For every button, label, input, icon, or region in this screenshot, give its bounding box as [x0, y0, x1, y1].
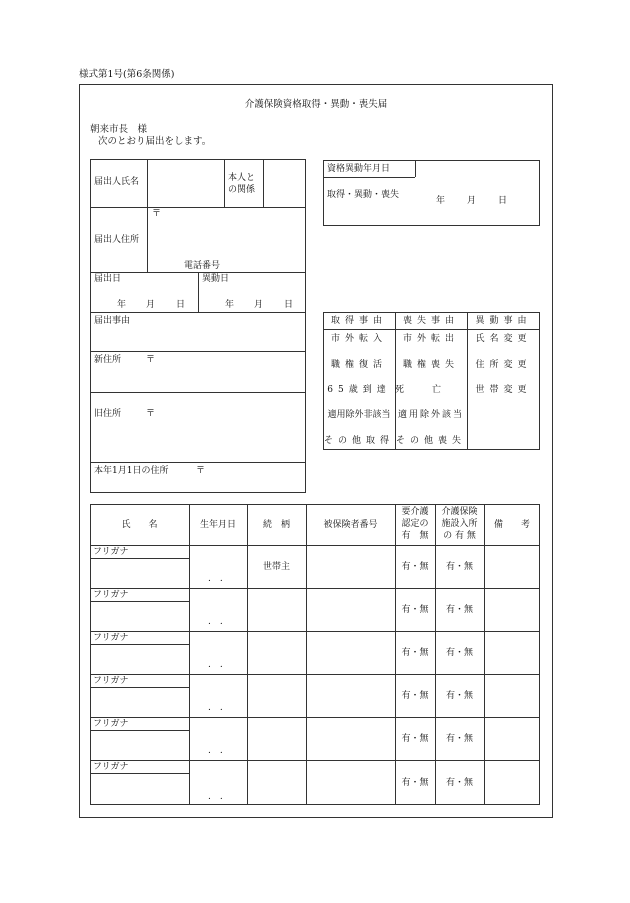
member-name-field[interactable] — [91, 688, 188, 716]
intro-text: 次のとおり届出をします。 — [98, 136, 212, 147]
furigana-label: フリガナ — [93, 762, 129, 772]
new-address-field[interactable] — [156, 353, 304, 390]
dob-separator: . . — [208, 660, 223, 670]
jan1-address-label: 本年1月1日の住所 — [94, 466, 169, 476]
change-date-label: 異動日 — [202, 274, 230, 284]
relation-label-2: の関係 — [228, 185, 256, 195]
loss-reason-item[interactable]: その他喪失 — [395, 436, 466, 446]
furigana-label: フリガナ — [93, 719, 129, 729]
member-name-field[interactable] — [91, 602, 188, 630]
furigana-label: フリガナ — [93, 633, 129, 643]
header-care-cert-3: 有 無 — [401, 531, 429, 541]
dob-separator: . . — [208, 792, 223, 802]
filing-day-unit: 日 — [176, 300, 186, 310]
facility-choice[interactable]: 有・無 — [445, 734, 473, 744]
status-month-unit: 月 — [467, 196, 477, 206]
dob-separator: . . — [208, 574, 223, 584]
header-facility-2: 施設入所 — [441, 519, 478, 529]
phone-label: 電話番号 — [184, 261, 221, 271]
relation-label-1: 本人と — [228, 173, 256, 183]
header-facility-3: の 有 無 — [443, 531, 476, 541]
change-reason-item[interactable]: 住所変更 — [475, 360, 532, 370]
header-remarks: 備 考 — [493, 520, 530, 530]
care-cert-choice[interactable]: 有・無 — [401, 648, 429, 658]
header-care-cert-2: 認定の — [401, 519, 429, 529]
facility-choice[interactable]: 有・無 — [445, 691, 473, 701]
change-header: 異動事由 — [475, 316, 532, 326]
header-insured-no: 被保険者番号 — [323, 520, 378, 530]
change-reason-item[interactable]: 氏名変更 — [475, 334, 532, 344]
addressee: 朝来市長 様 — [90, 124, 148, 135]
form-number: 様式第1号(第6条関係) — [79, 69, 175, 80]
filing-year-unit: 年 — [117, 300, 127, 310]
furigana-label: フリガナ — [93, 676, 129, 686]
dob-separator: . . — [208, 746, 223, 756]
acquire-reason-item[interactable]: 市外転入 — [330, 334, 387, 344]
new-postal-mark: 〒 — [146, 355, 156, 365]
care-cert-choice[interactable]: 有・無 — [401, 562, 429, 572]
dob-separator: . . — [208, 617, 223, 627]
header-dob: 生年月日 — [199, 520, 236, 530]
facility-choice[interactable]: 有・無 — [445, 562, 473, 572]
acquire-reason-item[interactable]: 65歳到達 — [327, 385, 391, 395]
furigana-label: フリガナ — [93, 547, 129, 557]
member-name-field[interactable] — [91, 645, 188, 673]
old-address-field[interactable] — [156, 394, 304, 460]
acquire-reason-item[interactable]: 職権復活 — [330, 360, 387, 370]
acquire-reason-item[interactable]: 適用除外非該当 — [327, 410, 391, 420]
jan1-postal-mark: 〒 — [196, 466, 206, 476]
acquire-reason-item[interactable]: その他取得 — [323, 436, 394, 446]
change-day-unit: 日 — [284, 300, 294, 310]
applicant-address-field[interactable] — [160, 209, 304, 249]
old-address-label: 旧住所 — [94, 409, 122, 419]
care-cert-choice[interactable]: 有・無 — [401, 605, 429, 615]
old-postal-mark: 〒 — [146, 409, 156, 419]
applicant-name-label: 届出人氏名 — [94, 177, 140, 187]
member-name-field[interactable] — [91, 559, 188, 587]
jan1-address-field[interactable] — [206, 464, 304, 491]
applicant-name-field[interactable] — [149, 162, 222, 205]
postal-mark: 〒 — [152, 209, 162, 219]
loss-reason-item[interactable]: 職権喪失 — [402, 360, 459, 370]
applicant-address-label: 届出人住所 — [94, 235, 140, 245]
relation-value: 世帯主 — [262, 562, 290, 572]
filing-date-label: 届出日 — [94, 274, 122, 284]
change-year-unit: 年 — [225, 300, 235, 310]
status-date-label: 取得・異動・喪失 — [327, 190, 400, 200]
facility-choice[interactable]: 有・無 — [445, 778, 473, 788]
form-title: 介護保険資格取得・異動・喪失届 — [244, 99, 388, 110]
dob-separator: . . — [208, 703, 223, 713]
change-reason-item[interactable]: 世帯変更 — [475, 385, 532, 395]
new-address-label: 新住所 — [94, 355, 122, 365]
furigana-label: フリガナ — [93, 590, 129, 600]
loss-reason-item[interactable]: 死亡 — [395, 385, 470, 395]
member-name-field[interactable] — [91, 774, 188, 804]
relation-field[interactable] — [265, 162, 305, 205]
loss-reason-item[interactable]: 市外転出 — [402, 334, 459, 344]
header-facility-1: 介護保険 — [441, 507, 478, 517]
status-year-unit: 年 — [436, 196, 446, 206]
change-month-unit: 月 — [254, 300, 264, 310]
loss-header: 喪失事由 — [402, 316, 459, 326]
reasons-grid — [323, 312, 540, 450]
loss-reason-item[interactable]: 適用除外該当 — [397, 410, 464, 420]
care-cert-choice[interactable]: 有・無 — [401, 778, 429, 788]
care-cert-choice[interactable]: 有・無 — [401, 734, 429, 744]
facility-choice[interactable]: 有・無 — [445, 605, 473, 615]
member-name-field[interactable] — [91, 731, 188, 759]
header-care-cert-1: 要介護 — [401, 507, 429, 517]
reason-label: 届出事由 — [94, 316, 131, 326]
acquire-header: 取得事由 — [330, 316, 387, 326]
facility-choice[interactable]: 有・無 — [445, 648, 473, 658]
header-name: 氏 名 — [121, 520, 158, 530]
status-date-title: 資格異動年月日 — [327, 164, 391, 174]
status-day-unit: 日 — [498, 196, 508, 206]
care-cert-choice[interactable]: 有・無 — [401, 691, 429, 701]
filing-month-unit: 月 — [146, 300, 156, 310]
header-relation: 続 柄 — [262, 520, 290, 530]
